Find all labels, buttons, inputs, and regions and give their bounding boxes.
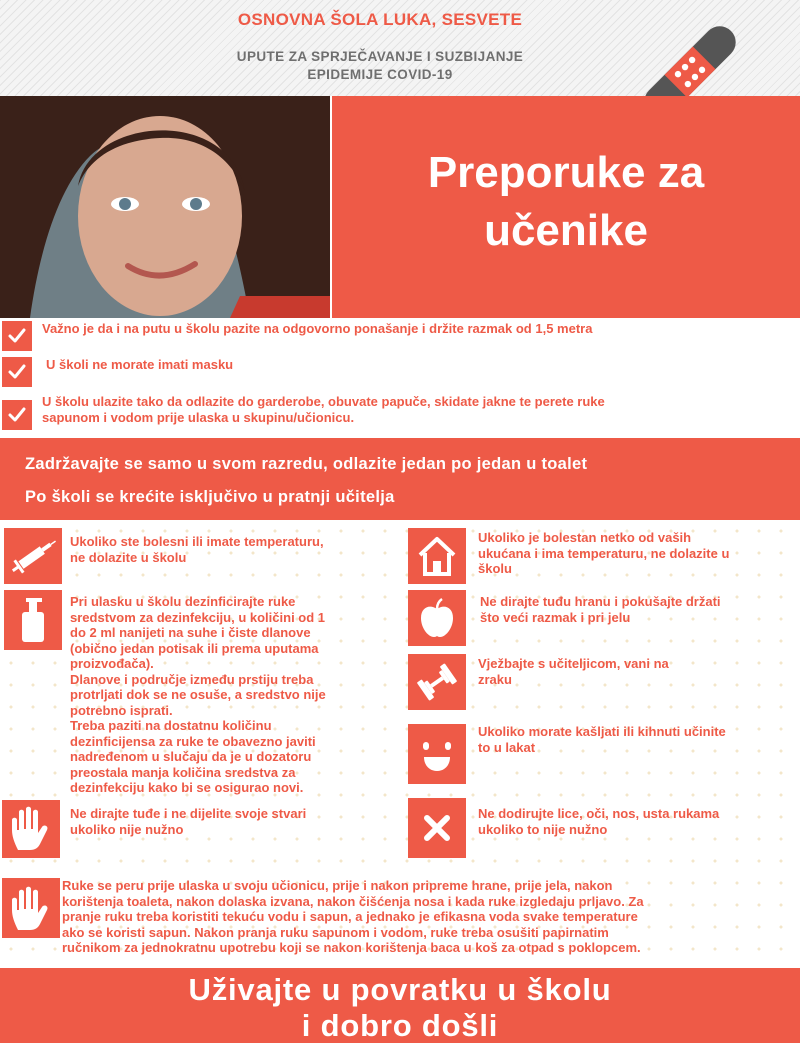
item-line: pranje ruku treba koristiti tekuću vodu i sapun, a jednako je efikasna voda svake temperature — [62, 909, 638, 924]
item-line: Ne dirajte tuđu hranu i pokušajte držati — [480, 594, 721, 609]
hero-title — [352, 144, 780, 260]
apple-icon — [408, 590, 466, 646]
item-line: ako se koristi sapun. Nakon pranja ruku sapunom i vodom, ruke treba osušiti papirnatim — [62, 924, 609, 940]
checklist-item — [0, 354, 800, 390]
checklist-item — [0, 390, 800, 436]
item-line: zraku — [478, 671, 512, 687]
checklist-item — [0, 318, 800, 354]
item-line: Ne dodirujte lice, oči, nos, usta rukama — [478, 806, 720, 821]
item-line: protrljati dok se ne osuše, a sredstvo nije — [70, 687, 326, 702]
item-line: nadređenom u slučaju da je u dozatoru — [70, 749, 312, 764]
item-exercise — [478, 656, 669, 687]
checklist-text — [42, 394, 605, 426]
item-sick-stay-home — [70, 534, 324, 565]
checkmark-icon — [2, 321, 32, 351]
item-line: dezinfekciju kako bi se osigurao novi. — [70, 780, 304, 795]
item-line: korištenja toaleta, nakon dolaska izvana, nakon čišćenja nosa i kada ruke izgledaju prljavo. Za — [62, 893, 644, 909]
footer-line-1: Uživajte u povratku u školu — [188, 972, 612, 1007]
rules-banner — [0, 438, 800, 520]
footer-line-2: i dobro došli — [301, 1008, 499, 1043]
item-line: Ukoliko morate kašljati ili kihnuti učinite — [478, 724, 726, 739]
item-household-sick — [478, 530, 729, 577]
syringe-icon — [4, 528, 62, 584]
item-line: do 2 ml nanijeti na suhe i čiste dlanove — [70, 625, 311, 640]
sanitizer-bottle-icon — [4, 590, 62, 650]
house-icon — [408, 528, 466, 584]
checklist-text-line: U školu ulazite tako da odlazite do garderobe, obuvate papuče, skidate jakne te perete ruke — [42, 394, 605, 409]
item-line: dezinficijensa za ruke te obavezno javiti — [70, 733, 316, 749]
hand-icon — [2, 800, 60, 858]
handwash-instructions — [62, 878, 644, 956]
item-line: ukoliko nije nužno — [70, 821, 184, 837]
document-subtitle — [140, 48, 620, 84]
item-line: Ruke se peru prije ulaska u svoju učionicu, prije i nakon pripreme hrane, prije jela, nakon — [62, 878, 613, 893]
item-line: preostala manja količina sredstva za — [70, 764, 296, 780]
item-line: Ne dirajte tuđe i ne dijelite svoje stvari — [70, 806, 307, 821]
item-line: ručnikom za jednokratnu upotrebu koji se nakon korištenja baca u koš za otpad s poklopcem. — [62, 940, 641, 955]
banner-line-2: Po školi se krećite isključivo u pratnji učitelja — [25, 488, 395, 506]
item-line: Ukoliko ste bolesni ili imate temperaturu, — [70, 534, 324, 549]
item-line: potrebno isprati. — [70, 702, 173, 718]
item-line: Treba paziti na dostatnu količinu — [70, 718, 272, 733]
item-food — [480, 594, 721, 625]
footer-banner — [0, 968, 800, 1043]
item-line: ukućana i ima temperaturu, ne dolazite u — [478, 545, 730, 561]
item-line: što veći razmak i pri jelu — [480, 609, 631, 625]
smiley-icon — [408, 724, 466, 784]
item-line: Dlanove i područje između prstiju treba — [70, 671, 314, 687]
hand-icon — [2, 878, 60, 938]
hero-title-line-2: učenike — [484, 206, 648, 255]
banner-line-1: Zadržavajte se samo u svom razredu, odlazite jedan po jedan u toalet — [25, 455, 588, 473]
item-dont-touch-face — [478, 806, 719, 837]
checklist-text: Važno je da i na putu u školu pazite na odgovorno ponašanje i držite razmak od 1,5 metra — [42, 321, 593, 336]
item-line: školu — [478, 561, 512, 576]
item-line: ukoliko to nije nužno — [478, 821, 608, 837]
school-name: OSNOVNA ŠOLA LUKA, SESVETE — [237, 10, 523, 29]
item-line: (obično jedan potisak ili prema uputama — [70, 640, 319, 656]
item-disinfect-hands — [70, 594, 326, 796]
item-cough-elbow — [478, 724, 726, 755]
dumbbell-icon — [408, 654, 466, 710]
item-line: Vježbajte s učiteljicom, vani na — [478, 656, 669, 671]
close-x-icon — [408, 798, 466, 858]
hero-title-line-1: Preporuke za — [427, 148, 705, 197]
hero-panel — [332, 96, 800, 318]
item-line: Pri ulasku u školu dezinficirajte ruke — [70, 594, 296, 609]
checklist-text: U školi ne morate imati masku — [46, 357, 234, 372]
item-dont-share — [70, 806, 306, 837]
checklist-text-line: sapunom i vodom prije ulaska u skupinu/učionicu. — [42, 410, 355, 425]
child-photo — [0, 96, 330, 318]
item-line: Ukoliko je bolestan netko od vaših — [478, 530, 692, 545]
item-line: proizvođača). — [70, 656, 154, 671]
subtitle-line-1: UPUTE ZA SPRJEČAVANJE I SUZBIJANJE — [236, 49, 524, 64]
item-line: to u lakat — [478, 739, 536, 755]
checkmark-icon — [2, 357, 32, 387]
subtitle-line-2: EPIDEMIJE COVID-19 — [307, 67, 453, 82]
checkmark-icon — [2, 400, 32, 430]
item-line: ne dolazite u školu — [70, 549, 187, 565]
item-line: sredstvom za dezinfekciju, u količini od 1 — [70, 609, 326, 625]
